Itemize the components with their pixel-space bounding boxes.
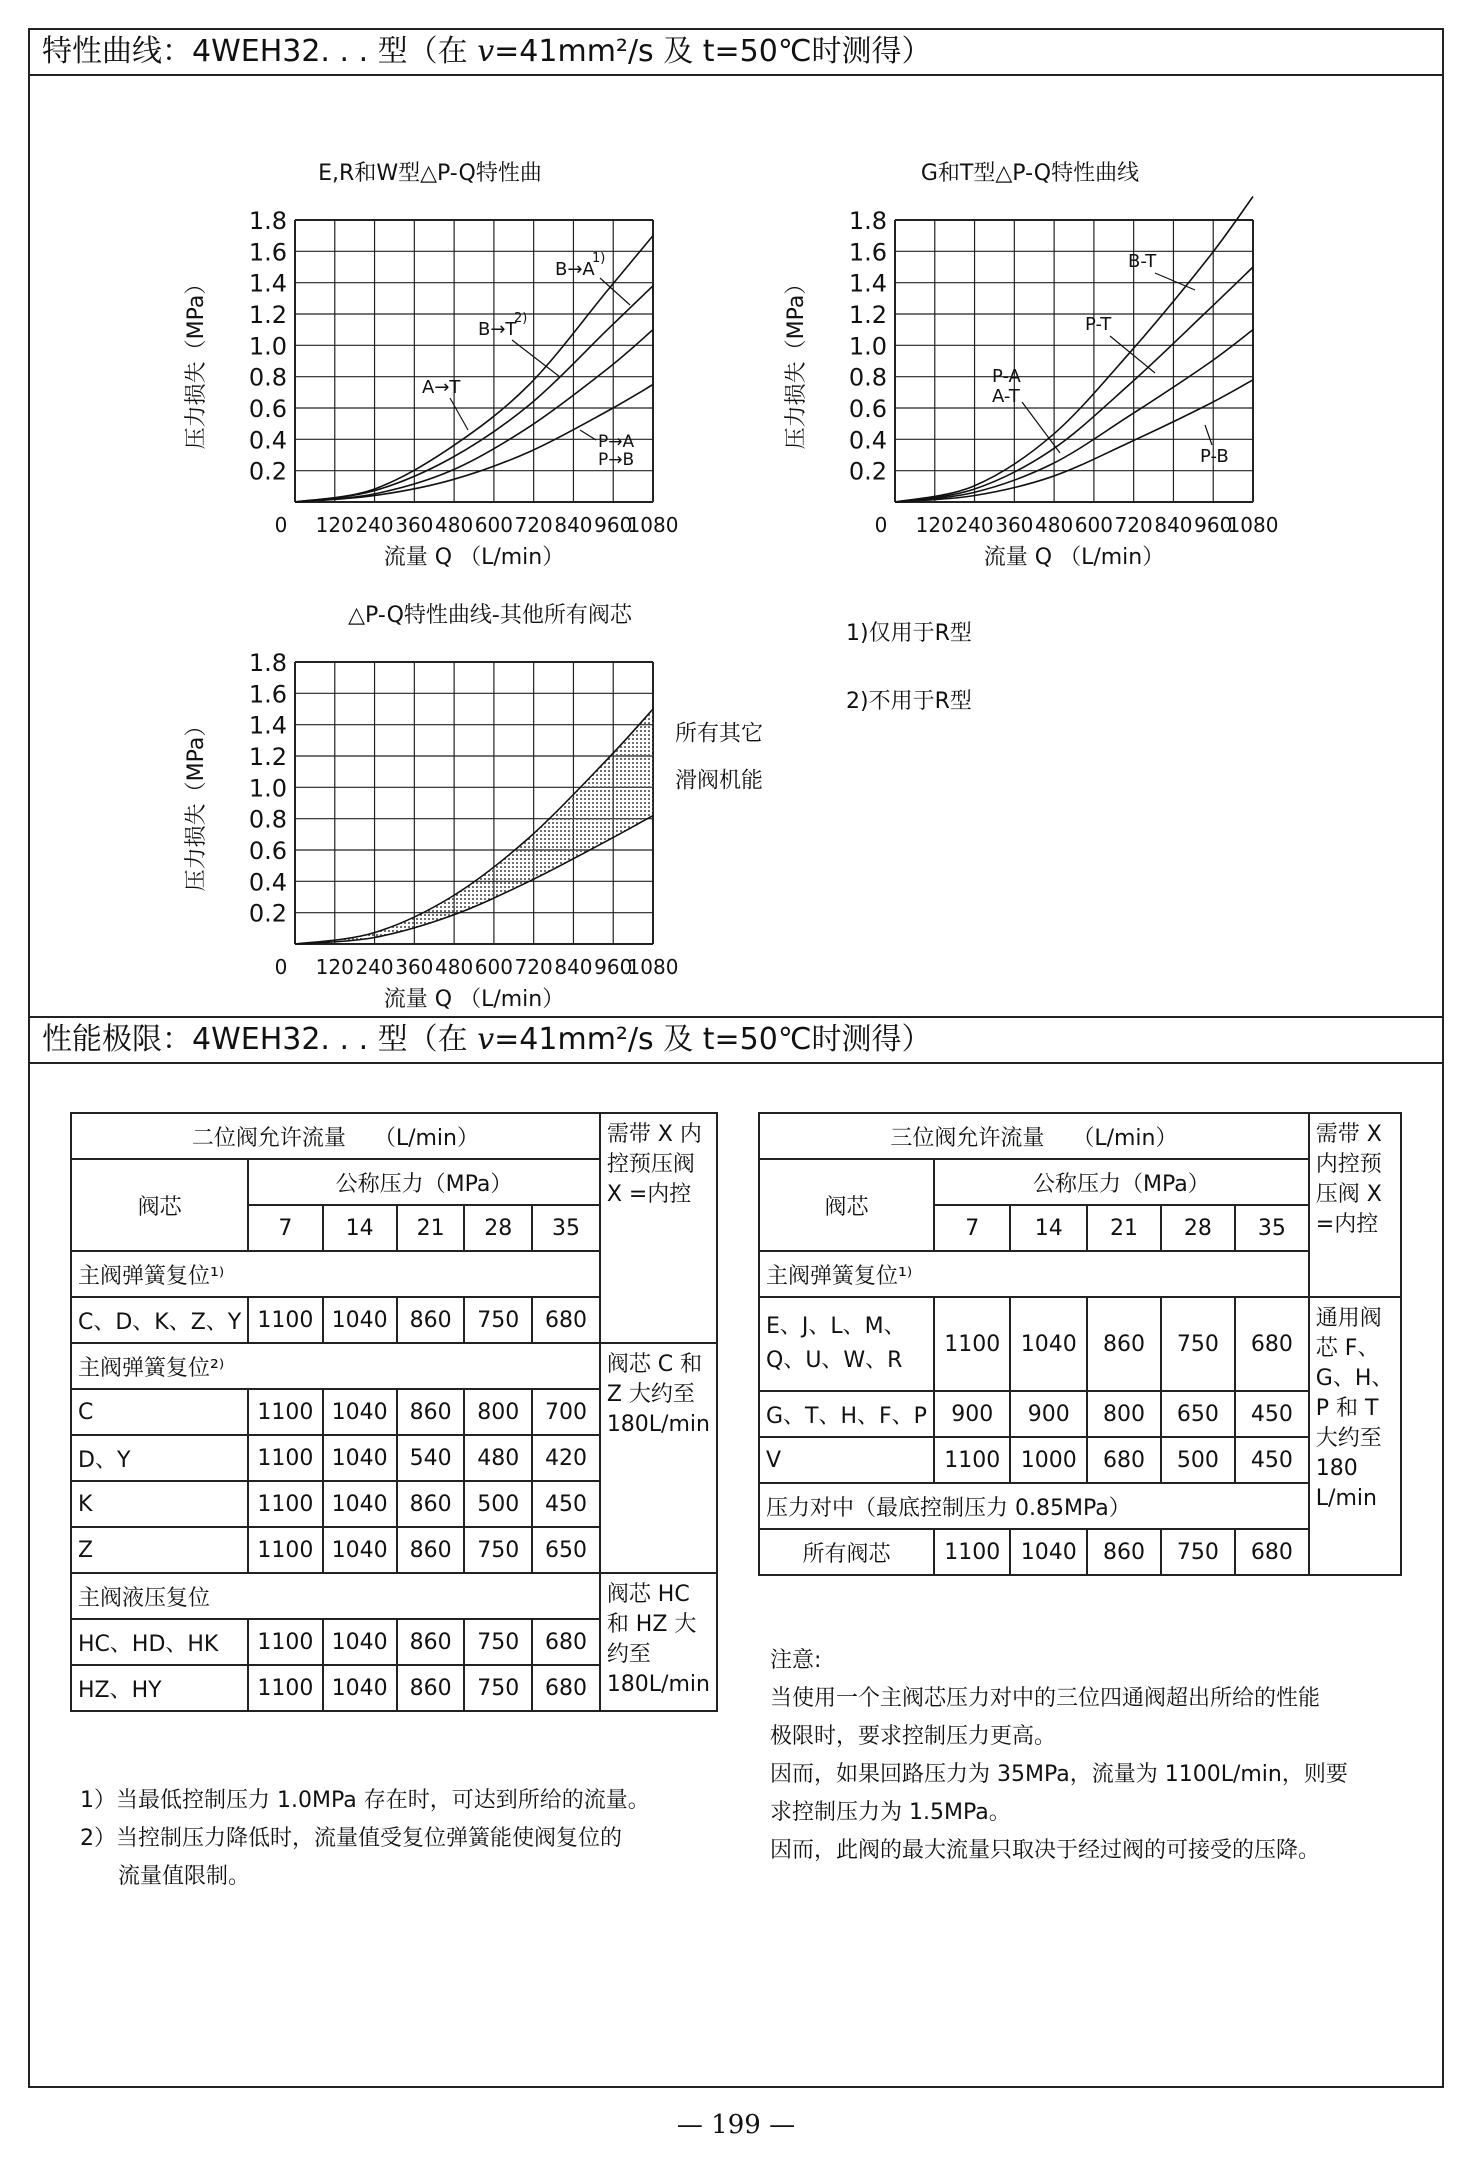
leader-line	[580, 430, 596, 440]
side-note: 通用阀芯 F、G、H、P 和 T 大约至 180 L/min	[1309, 1297, 1401, 1575]
y-tick-label: 0.8	[248, 363, 287, 392]
side-note: 阀芯 C 和 Z 大约至 180L/min	[600, 1343, 717, 1573]
pressure-header: 公称压力（MPa）	[934, 1159, 1309, 1205]
y-axis-label: 压力损失（MPa）	[184, 714, 209, 892]
group-label: 主阀弹簧复位¹⁾	[759, 1251, 1309, 1297]
band-annotation: 所有其它	[675, 721, 764, 747]
x-tick-label: 720	[1114, 513, 1153, 537]
x-tick-label: 600	[474, 955, 513, 979]
chart-other	[160, 582, 800, 1018]
x-tick-label: 1080	[627, 513, 679, 537]
y-tick-label: 0.6	[248, 395, 287, 423]
y-tick-label: 0.4	[248, 426, 287, 455]
attention-note	[770, 1642, 1348, 1870]
x-axis-label: 流量 Q （L/min）	[383, 987, 565, 1012]
x-tick-label: 0	[274, 513, 288, 537]
pressure-21: 21	[1087, 1205, 1161, 1251]
x-tick-label: 840	[1154, 513, 1193, 537]
x-tick-label: 0	[874, 513, 888, 537]
chart-title: G和T型△P-Q特性曲线	[920, 161, 1140, 186]
page-number: — 199 —	[676, 2110, 796, 2140]
y-tick-label: 1.0	[248, 774, 287, 803]
x-tick-label: 840	[554, 955, 593, 979]
x-tick-label: 1080	[1227, 513, 1279, 537]
y-tick-label: 1.6	[248, 680, 287, 709]
y-tick-label: 1.6	[848, 238, 887, 267]
pressure-7: 7	[248, 1205, 322, 1251]
section-header-limits	[28, 1016, 1444, 1064]
group-label: 主阀液压复位	[71, 1573, 600, 1619]
y-tick-label: 1.4	[248, 269, 287, 298]
x-tick-label: 0	[274, 955, 288, 979]
table-row: C、D、K、Z、Y 1100 1040 860 750 680	[71, 1297, 717, 1343]
curve-label: B→T	[478, 319, 517, 340]
footnotes	[80, 1782, 650, 1896]
side-note: 需带 X 内控预压阀 X =内控	[600, 1113, 717, 1343]
footnote-2: 2）当控制压力降低时，流量值受复位弹簧能使阀复位的	[80, 1826, 622, 1851]
y-tick-label: 0.8	[248, 805, 287, 834]
y-tick-label: 1.8	[248, 207, 287, 235]
y-tick-label: 0.6	[248, 837, 287, 865]
table-row: Z 1100 1040 860 750 650	[71, 1527, 717, 1573]
x-tick-label: 960	[594, 513, 633, 537]
section-header-curves	[28, 28, 1444, 76]
note-line: 当使用一个主阀芯压力对中的三位四通阀超出所给的性能	[770, 1686, 1321, 1711]
x-tick-label: 120	[315, 513, 354, 537]
note-line: 因而，如果回路压力为 35MPa，流量为 1100L/min，则要	[770, 1762, 1348, 1787]
note-line: 因而，此阀的最大流量只取决于经过阀的可接受的压降。	[770, 1838, 1321, 1863]
y-tick-label: 1.0	[848, 332, 887, 361]
y-tick-label: 0.6	[848, 395, 887, 423]
x-tick-label: 1080	[627, 955, 679, 979]
y-tick-label: 0.2	[248, 457, 287, 486]
table-row: HC、HD、HK 1100 1040 860 750 680	[71, 1619, 717, 1665]
curve-label: P→B	[598, 450, 635, 470]
x-tick-label: 480	[435, 513, 474, 537]
curve-label: A→T	[422, 377, 461, 398]
table-title: 三位阀允许流量 （L/min）	[759, 1113, 1309, 1159]
chart-gt	[760, 140, 1300, 580]
table-row: 所有阀芯 1100 1040 860 750 680	[759, 1529, 1401, 1575]
viscosity-symbol: v	[477, 34, 495, 69]
side-note: 需带 X 内控预压阀 X =内控	[1309, 1113, 1401, 1297]
x-tick-label: 600	[1074, 513, 1113, 537]
chart-title: △P-Q特性曲线-其他所有阀芯	[348, 603, 632, 628]
shaded-band	[295, 709, 653, 944]
y-tick-label: 1.6	[248, 238, 287, 267]
y-tick-label: 1.2	[848, 301, 887, 329]
table-row: K 1100 1040 860 500 450	[71, 1481, 717, 1527]
y-tick-label: 0.2	[848, 457, 887, 486]
footnote-2-cont: 流量值限制。	[118, 1864, 251, 1889]
table-row: G、T、H、F、P 900 900 800 650 450	[759, 1391, 1401, 1437]
footnote-1: 1）当最低控制压力 1.0MPa 存在时，可达到所给的流量。	[80, 1788, 650, 1813]
group-label: 压力对中（最底控制压力 0.85MPa）	[759, 1483, 1309, 1529]
curve-label: A-T	[992, 386, 1020, 407]
viscosity-symbol: v	[477, 1022, 495, 1057]
section-title-rest: =41mm²/s 及 t=50℃时测得）	[494, 34, 932, 69]
curve-label: P→A	[598, 432, 635, 452]
spool-header: 阀芯	[759, 1159, 934, 1251]
note-title: 注意:	[770, 1648, 822, 1673]
table-row: HZ、HY 1100 1040 860 750 680	[71, 1665, 717, 1711]
x-tick-label: 960	[1194, 513, 1233, 537]
x-tick-label: 480	[1035, 513, 1074, 537]
side-note: 阀芯 HC 和 HZ 大约至 180L/min	[600, 1573, 717, 1711]
y-tick-label: 1.4	[248, 711, 287, 740]
chart-note-1: 1)仅用于R型	[846, 621, 972, 646]
pressure-header: 公称压力（MPa）	[248, 1159, 600, 1205]
x-tick-label: 240	[355, 513, 394, 537]
series-line	[895, 380, 1253, 502]
curve-label: P-A	[992, 366, 1021, 387]
footnote-mark: 2)	[514, 311, 528, 326]
note-line: 求控制压力为 1.5MPa。	[770, 1800, 1011, 1825]
section-title-rest: =41mm²/s 及 t=50℃时测得）	[494, 1022, 932, 1057]
pressure-35: 35	[532, 1205, 600, 1251]
note-line: 极限时，要求控制压力更高。	[770, 1724, 1057, 1749]
x-tick-label: 360	[395, 513, 434, 537]
group-label: 主阀弹簧复位²⁾	[71, 1343, 600, 1389]
leader-line	[450, 398, 468, 430]
chart-title: E,R和W型△P-Q特性曲	[318, 161, 542, 186]
table-title: 二位阀允许流量 （L/min）	[71, 1113, 600, 1159]
x-tick-label: 360	[995, 513, 1034, 537]
x-tick-label: 840	[554, 513, 593, 537]
x-tick-label: 720	[514, 955, 553, 979]
table-two-position	[70, 1112, 718, 1712]
table-three-position	[758, 1112, 1402, 1576]
y-tick-label: 1.8	[848, 207, 887, 235]
table-row: V 1100 1000 680 500 450	[759, 1437, 1401, 1483]
y-axis-label: 压力损失（MPa）	[184, 272, 209, 450]
x-tick-label: 120	[315, 955, 354, 979]
group-label: 主阀弹簧复位¹⁾	[71, 1251, 600, 1297]
y-tick-label: 0.8	[848, 363, 887, 392]
y-tick-label: 1.8	[248, 649, 287, 677]
y-tick-label: 1.0	[248, 332, 287, 361]
curve-label: B→A	[555, 259, 595, 280]
x-tick-label: 240	[955, 513, 994, 537]
x-tick-label: 960	[594, 955, 633, 979]
x-axis-label: 流量 Q （L/min）	[383, 545, 565, 570]
footnote-mark: 1)	[592, 251, 606, 266]
table-row: D、Y 1100 1040 540 480 420	[71, 1435, 717, 1481]
y-tick-label: 1.2	[248, 743, 287, 771]
curve-label: P-T	[1085, 314, 1112, 335]
chart-erw	[160, 140, 700, 580]
chart-note-2: 2)不用于R型	[846, 689, 972, 714]
x-tick-label: 600	[474, 513, 513, 537]
table-row: C 1100 1040 860 800 700	[71, 1389, 717, 1435]
x-tick-label: 360	[395, 955, 434, 979]
pressure-21: 21	[397, 1205, 465, 1251]
curve-label: B-T	[1128, 251, 1157, 272]
x-tick-label: 240	[355, 955, 394, 979]
y-tick-label: 0.4	[848, 426, 887, 455]
y-tick-label: 0.4	[248, 868, 287, 897]
pressure-35: 35	[1235, 1205, 1309, 1251]
y-tick-label: 1.2	[248, 301, 287, 329]
x-tick-label: 120	[915, 513, 954, 537]
x-tick-label: 480	[435, 955, 474, 979]
pressure-14: 14	[323, 1205, 397, 1251]
pressure-28: 28	[1161, 1205, 1235, 1251]
pressure-28: 28	[464, 1205, 532, 1251]
y-tick-label: 0.2	[248, 899, 287, 928]
curve-label: P-B	[1200, 446, 1229, 467]
x-axis-label: 流量 Q （L/min）	[983, 545, 1165, 570]
table-row: E、J、L、M、Q、U、W、R 1100 1040 860 750 680 通用阀芯 F、G、H、P 和 T 大约至 180 L/min	[759, 1297, 1401, 1391]
y-tick-label: 1.4	[848, 269, 887, 298]
pressure-14: 14	[1010, 1205, 1087, 1251]
section-title: 性能极限：4WEH32. . . 型（在	[42, 1022, 478, 1057]
band-annotation: 滑阀机能	[675, 768, 764, 794]
spool-header: 阀芯	[71, 1159, 248, 1251]
pressure-7: 7	[934, 1205, 1011, 1251]
y-axis-label: 压力损失（MPa）	[784, 272, 809, 450]
leader-line	[1205, 425, 1212, 445]
section-title: 特性曲线：4WEH32. . . 型（在	[42, 34, 478, 69]
x-tick-label: 720	[514, 513, 553, 537]
